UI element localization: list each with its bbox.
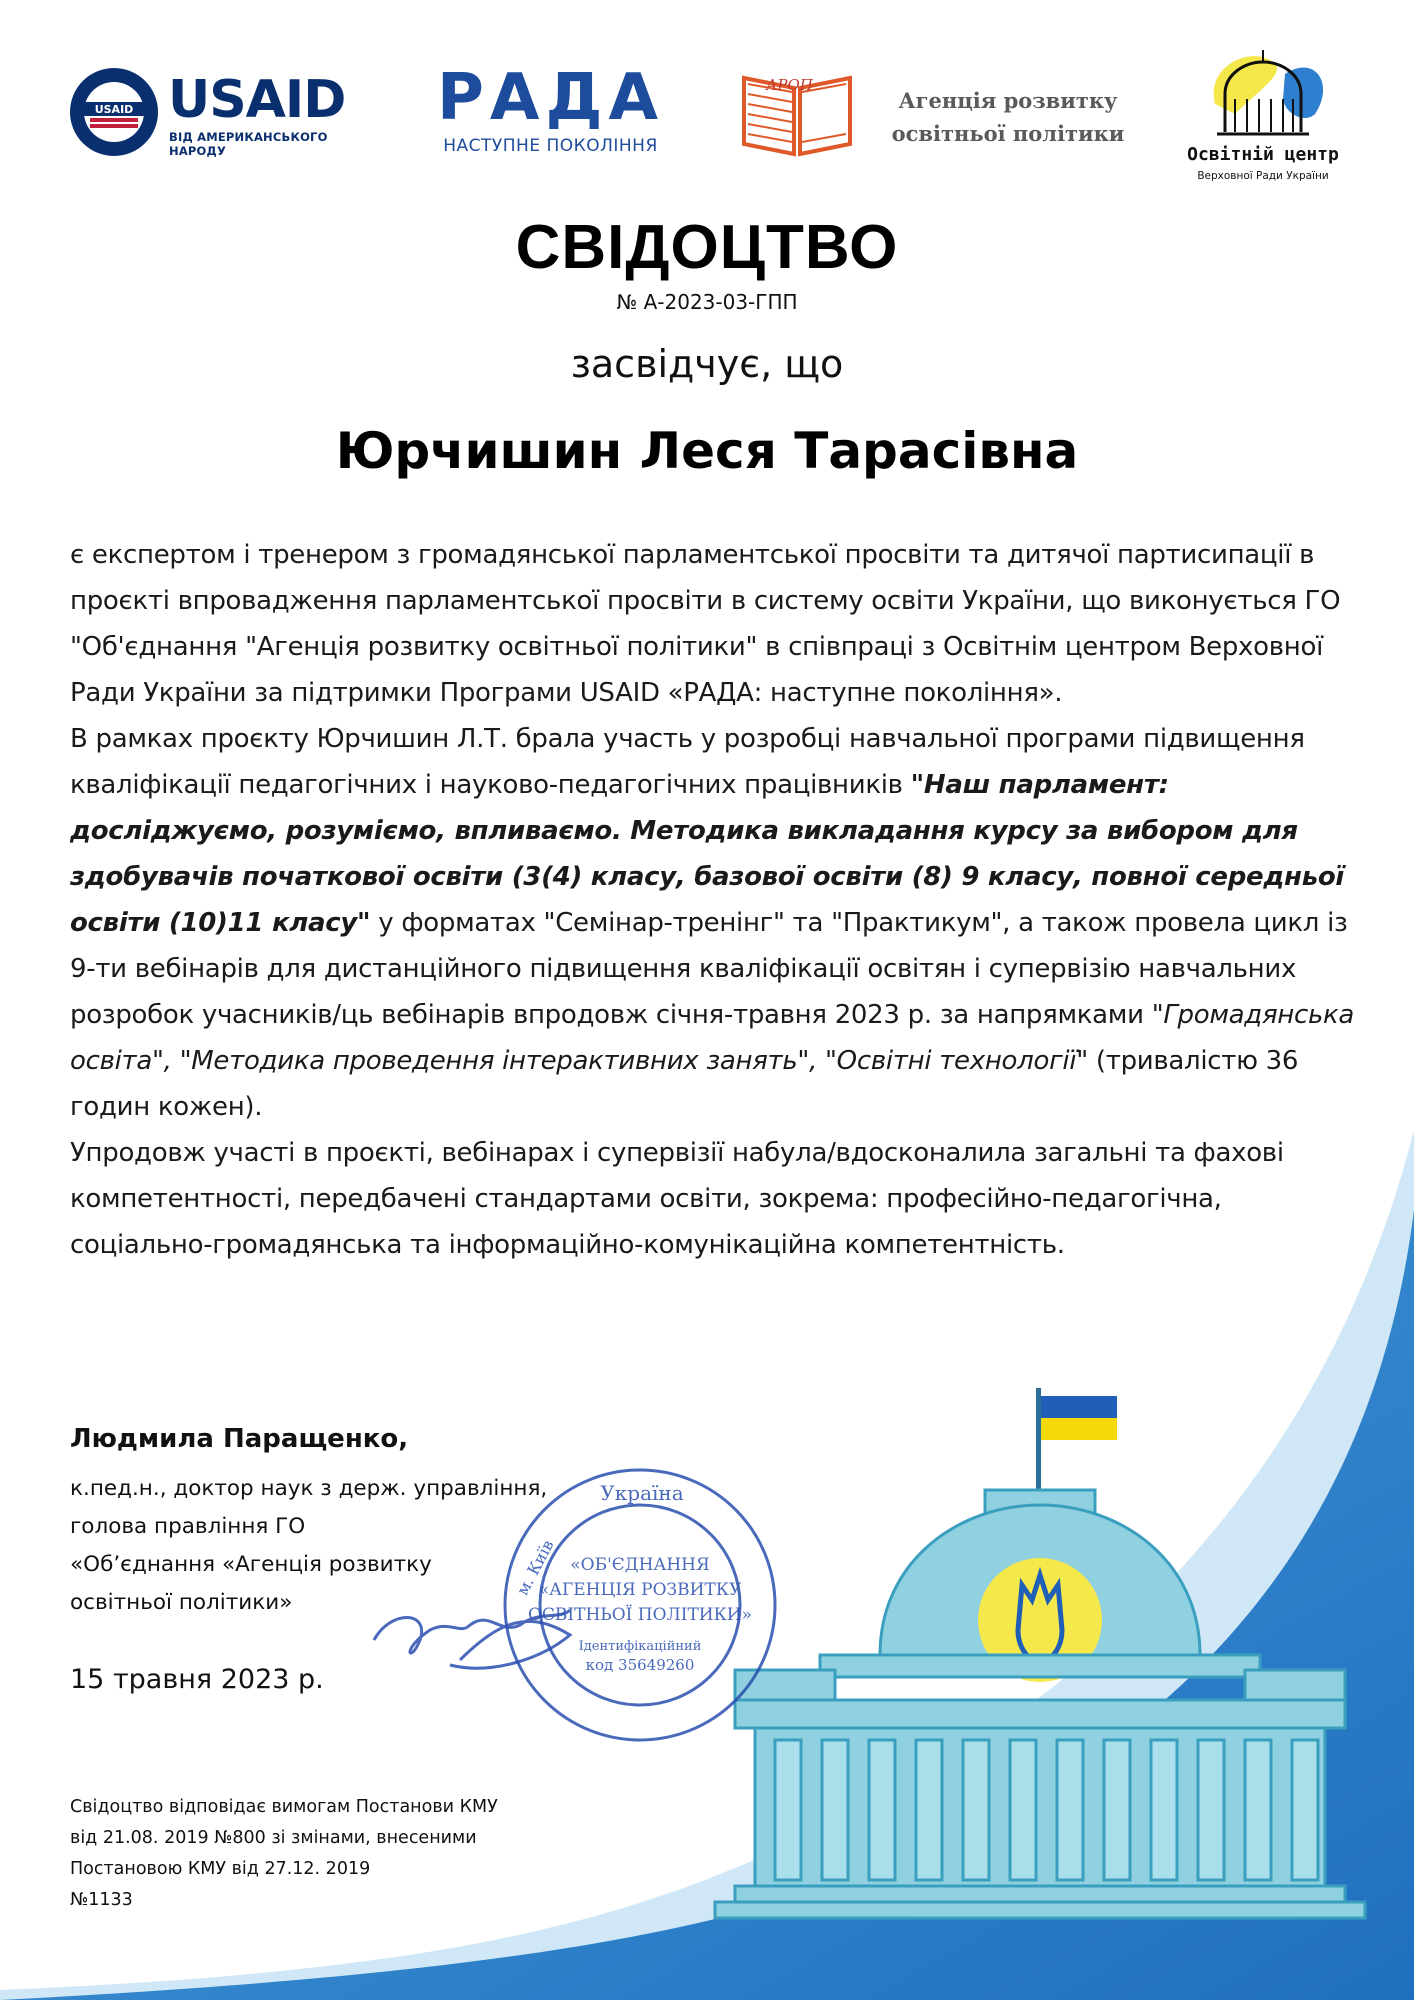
body-paragraph-3: Упродовж участі в проєкті, вебінарах і супервізії набула/вдосконалила загальні та фахові компетентності, передбачені стандартами освіти, зокрема: професійно-педагогічна, соціально-громадянська та інформаційно-комунікаційна компетентність.: [70, 1138, 1284, 1260]
program-title: "Наш парламент: досліджуємо, розуміємо, впливаємо. Методика викладання курсу за вибором для здобувачів початкової освіти (3(4) класу, базової освіти (8) 9 класу, повної середньої освіти (10)11 класу": [70, 770, 1345, 938]
svg-text:USAID: USAID: [94, 103, 134, 116]
svg-text:«АГЕНЦІЯ РОЗВИТКУ: «АГЕНЦІЯ РОЗВИТКУ: [538, 1580, 742, 1600]
arop-title: Агенція розвитку освітньої політики: [891, 88, 1125, 146]
svg-text:м. Київ: м. Київ: [512, 1536, 558, 1599]
usaid-seal-icon: [68, 66, 160, 158]
svg-text:Ідентифікаційний: Ідентифікаційний: [578, 1639, 702, 1654]
official-stamp: [370, 1460, 790, 1750]
usaid-subtitle: ВІД АМЕРИКАНСЬКОГО НАРОДУ: [169, 130, 328, 158]
parliament-dome-icon: [1165, 44, 1361, 144]
open-book-icon: [738, 64, 856, 160]
certifies-text: засвідчує, що: [570, 342, 844, 386]
body-paragraph-1: є експертом і тренером з громадянської парламентської просвіти та дитячої партисипації в проєкті впровадження парламентської просвіти в систему освіти України, що виконується ГО "Об'єднання "Агенція розвитку освітньої політики" в співпраці з Освітнім центром Верховної Ради України за підтримки Програми USAID «РАДА: наступне покоління».: [70, 540, 1341, 708]
arop-logo: [738, 64, 1125, 164]
svg-text:ОСВІТНЬОЇ ПОЛІТИКИ»: ОСВІТНЬОЇ ПОЛІТИКИ»: [527, 1605, 753, 1625]
signatory-name: Людмила Паращенко,: [70, 1424, 409, 1454]
usaid-logo: [68, 62, 378, 162]
webinar-topics: "Громадянська освіта", "Методика проведення інтерактивних занять", "Освітні технології": [70, 1000, 1355, 1076]
rada-wordmark: РАДА: [437, 61, 664, 135]
certificate-body: [70, 532, 1370, 1268]
issue-date: 15 травня 2023 р.: [70, 1664, 324, 1695]
signatory-details: к.пед.н., доктор наук з держ. управління, голова правління ГО «Об’єднання «Агенція розвитку освітньої політики»: [70, 1476, 548, 1615]
svg-text:код 35649260: код 35649260: [585, 1656, 695, 1674]
certificate-number: № А-2023-03-ГПП: [616, 290, 798, 314]
svg-text:«ОБ'ЄДНАННЯ: «ОБ'ЄДНАННЯ: [570, 1555, 710, 1575]
certificate-title: СВІДОЦТВО: [515, 213, 899, 282]
usaid-wordmark: USAID: [168, 70, 346, 130]
rada-logo: [428, 62, 673, 162]
osvitniy-tsentr-logo: [1165, 44, 1361, 189]
svg-text:АРОП: АРОП: [766, 76, 813, 94]
osvitniy-tsentr-subtitle: Верховної Ради України: [1197, 170, 1329, 182]
legal-footnote: Свідоцтво відповідає вимогам Постанови КМУ від 21.08. 2019 №800 зі змінами, внесеними Постановою КМУ від 27.12. 2019 №1133: [70, 1797, 498, 1910]
recipient-name: Юрчишин Леся Тарасівна: [335, 422, 1079, 480]
body-paragraph-2: В рамках проєкту Юрчишин Л.Т. брала участь у розробці навчальної програми підвищення кваліфікації педагогічних і науково-педагогічних працівників "Наш парламент: досліджуємо, розуміємо, впливаємо. Методика викладання курсу за вибором для здобувачів початкової освіти (3(4) класу, базової освіти (8) 9 класу, повної середньої освіти (10)11 класу" у форматах "Семінар-тренінг" та "Практикум", а також провела цикл із 9-ти вебінарів для дистанційного підвищення кваліфікації освітян і супервізію навчальних розробок учасників/ць вебінарів впродовж січня-травня 2023 р. за напрямками "Громадянська освіта", "Методика проведення інтерактивних занять", "Освітні технології" (тривалістю 36 годин кожен).: [70, 724, 1355, 1122]
osvitniy-tsentr-title: Освітній центр: [1187, 144, 1339, 165]
rada-subtitle: НАСТУПНЕ ПОКОЛІННЯ: [443, 136, 658, 156]
svg-text:Україна: Україна: [600, 1481, 684, 1505]
